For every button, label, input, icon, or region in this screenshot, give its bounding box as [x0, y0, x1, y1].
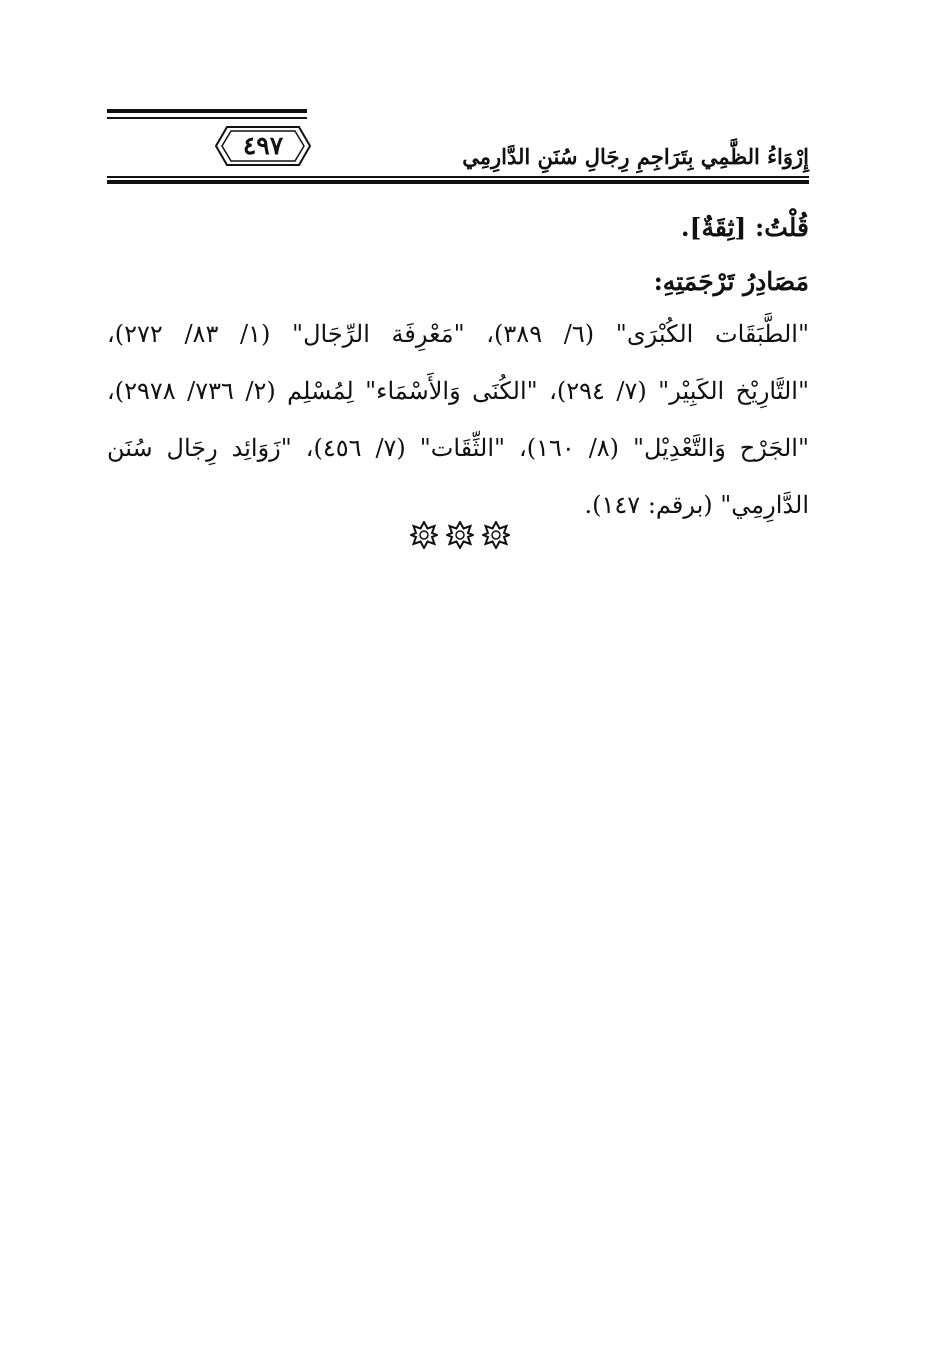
header-rule-top-thin: [107, 117, 307, 119]
paragraph-line: "الجَرْح وَالتَّعْدِيْل" (٨/ ١٦٠)، "الثِّقَات" (٧/ ٤٥٦)، "زَوَائِد رِجَال سُنَن: [107, 434, 810, 462]
eight-point-star-icon: [482, 521, 510, 549]
running-title: إِرْوَاءُ الظَّمِي بِتَرَاجِمِ رِجَالِ سُنَنِ الدَّارِمِي: [462, 144, 809, 169]
sources-paragraph: [107, 306, 809, 534]
sources-heading: مَصَادِرُ تَرْجَمَتِهِ:: [653, 267, 809, 296]
verdict-line: قُلْتُ: [ثِقَةٌ].: [680, 213, 809, 242]
section-end-ornaments: [410, 520, 510, 550]
paragraph-line: الدَّارِمِي" (برقم: ١٤٧).: [584, 491, 809, 519]
page-number-frame: [213, 123, 313, 169]
header-rule-top-thick: [107, 109, 307, 113]
eight-point-star-icon: [446, 521, 474, 549]
header-rule-bottom-thin: [107, 176, 809, 178]
paragraph-line: "التَّارِيْخ الكَبِيْر" (٧/ ٢٩٤)، "الكُنَى وَالأَسْمَاء" لِمُسْلِم (٢/ ٧٣٦/ ٢٩٧٨)،: [107, 377, 809, 405]
page-number: ٤٩٧: [242, 131, 284, 160]
header-rule-bottom-thick: [107, 180, 809, 184]
paragraph-line: "الطَّبَقَات الكُبْرَى" (٦/ ٣٨٩)، "مَعْرِفَة الرِّجَال" (١/ ٨٣/ ٢٧٢)،: [107, 320, 809, 348]
eight-point-star-icon: [410, 521, 438, 549]
